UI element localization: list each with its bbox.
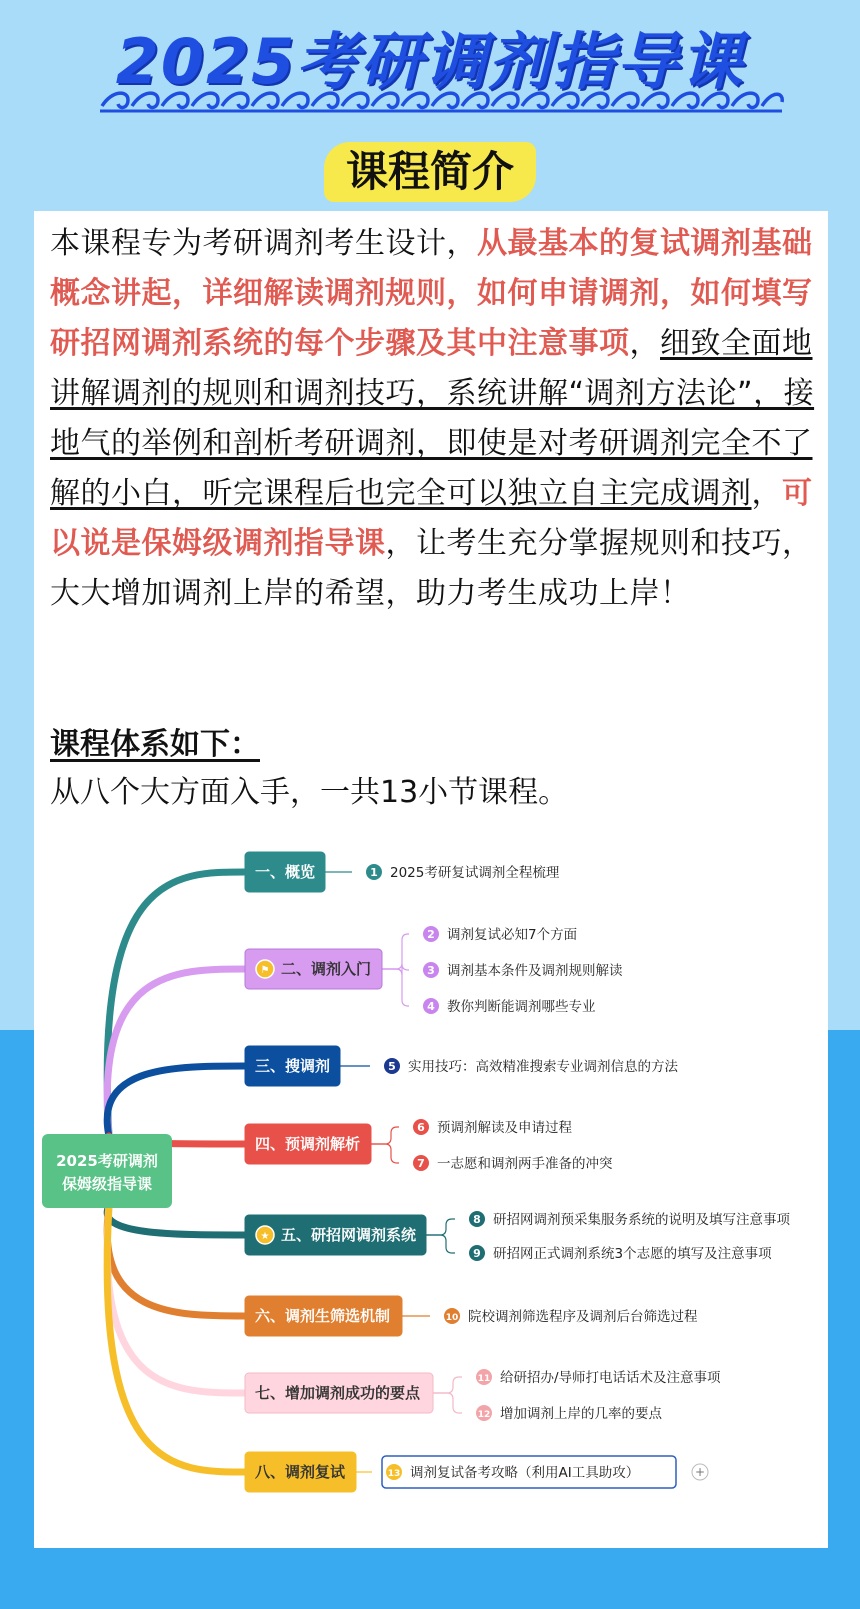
mindmap-branch [107,1206,245,1472]
item-number: 12 [477,1410,491,1420]
item-number: 8 [473,1213,481,1226]
mindmap-branch [107,1206,245,1316]
intro-text-1: 本课程专为考研调剂考生设计， [50,226,477,261]
category-label: 四、预调剂解析 [255,1135,361,1153]
item-label: 教你判断能调剂哪些专业 [447,999,596,1015]
mindmap-item[interactable] [469,1245,772,1262]
item-number: 9 [473,1247,481,1260]
item-connector [433,1393,462,1413]
intro-text-2: ， [629,326,660,361]
subtitle-badge: 课程简介 [324,142,536,202]
mindmap-category[interactable] [245,1046,340,1086]
mindmap-item[interactable] [469,1211,790,1228]
intro-underlined: 细致全面地讲解调剂的规则和调剂技巧，系统讲解“调剂方法论”，接地气的举例和剖析考研调剂，即使是对考研调剂完全不了解的小白，听完课程后也完全可以独立自主完成调剂 [50,326,815,511]
item-connector [382,934,409,969]
mindmap-item[interactable] [444,1308,698,1325]
mindmap-branch [107,1206,245,1235]
item-label: 增加调剂上岸的几率的要点 [500,1406,662,1422]
item-number: 3 [427,964,435,977]
item-connector [371,1127,399,1144]
item-label: 给研招办/导师打电话话术及注意事项 [500,1370,721,1386]
mindmap-item[interactable] [384,1058,678,1075]
page-title: 2025考研调剂指导课 [115,25,745,98]
item-label: 研招网正式调剂系统3个志愿的填写及注意事项 [493,1246,772,1262]
intro-highlight-1: 从最基本的复试调剂基础概念讲起，详细解读调剂规则，如何申请调剂，如何填写研招网调剂系统的每个步骤及其中注意事项 [50,226,813,361]
item-number: 13 [387,1469,401,1479]
mindmap-item[interactable] [413,1119,572,1136]
category-label: 一、概览 [255,863,316,881]
star-icon-glyph: ★ [260,1231,270,1242]
mindmap-category[interactable] [245,1373,433,1413]
system-heading: 课程体系如下： [50,727,260,762]
item-label: 调剂基本条件及调剂规则解读 [447,963,623,979]
item-number: 4 [427,1000,435,1013]
mindmap-nodes [245,852,433,1492]
item-label: 实用技巧：高效精准搜索专业调剂信息的方法 [408,1059,678,1075]
mindmap-root[interactable] [42,1134,172,1208]
category-label: 六、调剂生筛选机制 [255,1307,391,1325]
mindmap-category[interactable] [245,1452,356,1492]
item-connector [426,1235,455,1253]
item-label: 预调剂解读及申请过程 [437,1120,572,1136]
item-label: 一志愿和调剂两手准备的冲突 [437,1156,613,1172]
mindmap-item[interactable] [476,1405,662,1422]
item-number: 11 [477,1374,491,1384]
item-label: 研招网调剂预采集服务系统的说明及填写注意事项 [493,1212,790,1228]
item-label: 院校调剂筛选程序及调剂后台筛选过程 [468,1309,698,1325]
intro-highlight-2: 可以说是保姆级调剂指导课 [50,476,813,561]
mindmap-category[interactable] [245,1296,402,1336]
category-label: 五、研招网调剂系统 [281,1226,417,1244]
mindmap-item[interactable] [413,1155,613,1172]
item-number: 6 [417,1121,425,1134]
item-label: 2025考研复试调剂全程梳理 [390,865,560,881]
category-label: 三、搜调剂 [255,1057,331,1075]
mindmap-item[interactable] [382,1456,708,1488]
category-label: 二、调剂入门 [281,960,372,978]
item-connector [371,1144,399,1163]
item-connector [382,969,409,1006]
system-summary: 从八个大方面入手，一共13小节课程。 [50,775,569,810]
root-node-line2: 保姆级指导课 [61,1175,153,1193]
item-number: 7 [417,1157,425,1170]
item-number: 5 [388,1060,396,1073]
wave-decoration [98,88,784,114]
expand-icon-glyph: + [694,1465,706,1479]
root-node-box [42,1134,172,1208]
mindmap-item[interactable] [366,864,560,881]
mindmap-category[interactable] [245,949,382,989]
mindmap-category[interactable] [245,1215,426,1255]
item-number: 2 [427,928,435,941]
mindmap-branch [107,1066,245,1136]
mindmap-item[interactable] [476,1369,721,1386]
course-mindmap [34,850,828,1548]
mindmap-item[interactable] [423,926,577,943]
intro-text-4: ，让考生充分掌握规则和技巧，大大增加调剂上岸的希望，助力考生成功上岸！ [50,526,813,611]
subtitle-wrap [0,142,860,202]
item-label: 调剂复试必知7个方面 [447,927,578,943]
item-connector [433,1377,462,1393]
mindmap-category[interactable] [245,1124,371,1164]
mindmap-item[interactable] [423,998,596,1015]
mindmap-branch [107,969,245,1136]
root-node-line1: 2025考研调剂 [56,1152,158,1170]
mindmap-item[interactable] [423,962,623,979]
flag-icon-glyph: ⚑ [260,965,270,976]
item-connector [426,1219,455,1235]
item-label: 调剂复试备考攻略（利用AI工具助攻） [410,1465,640,1481]
category-label: 八、调剂复试 [255,1463,346,1481]
item-number: 10 [445,1313,459,1323]
intro-text-3: ， [751,476,782,511]
category-label: 七、增加调剂成功的要点 [255,1384,421,1402]
intro-paragraph [50,219,820,619]
item-number: 1 [370,866,378,879]
mindmap-category[interactable] [245,852,325,892]
